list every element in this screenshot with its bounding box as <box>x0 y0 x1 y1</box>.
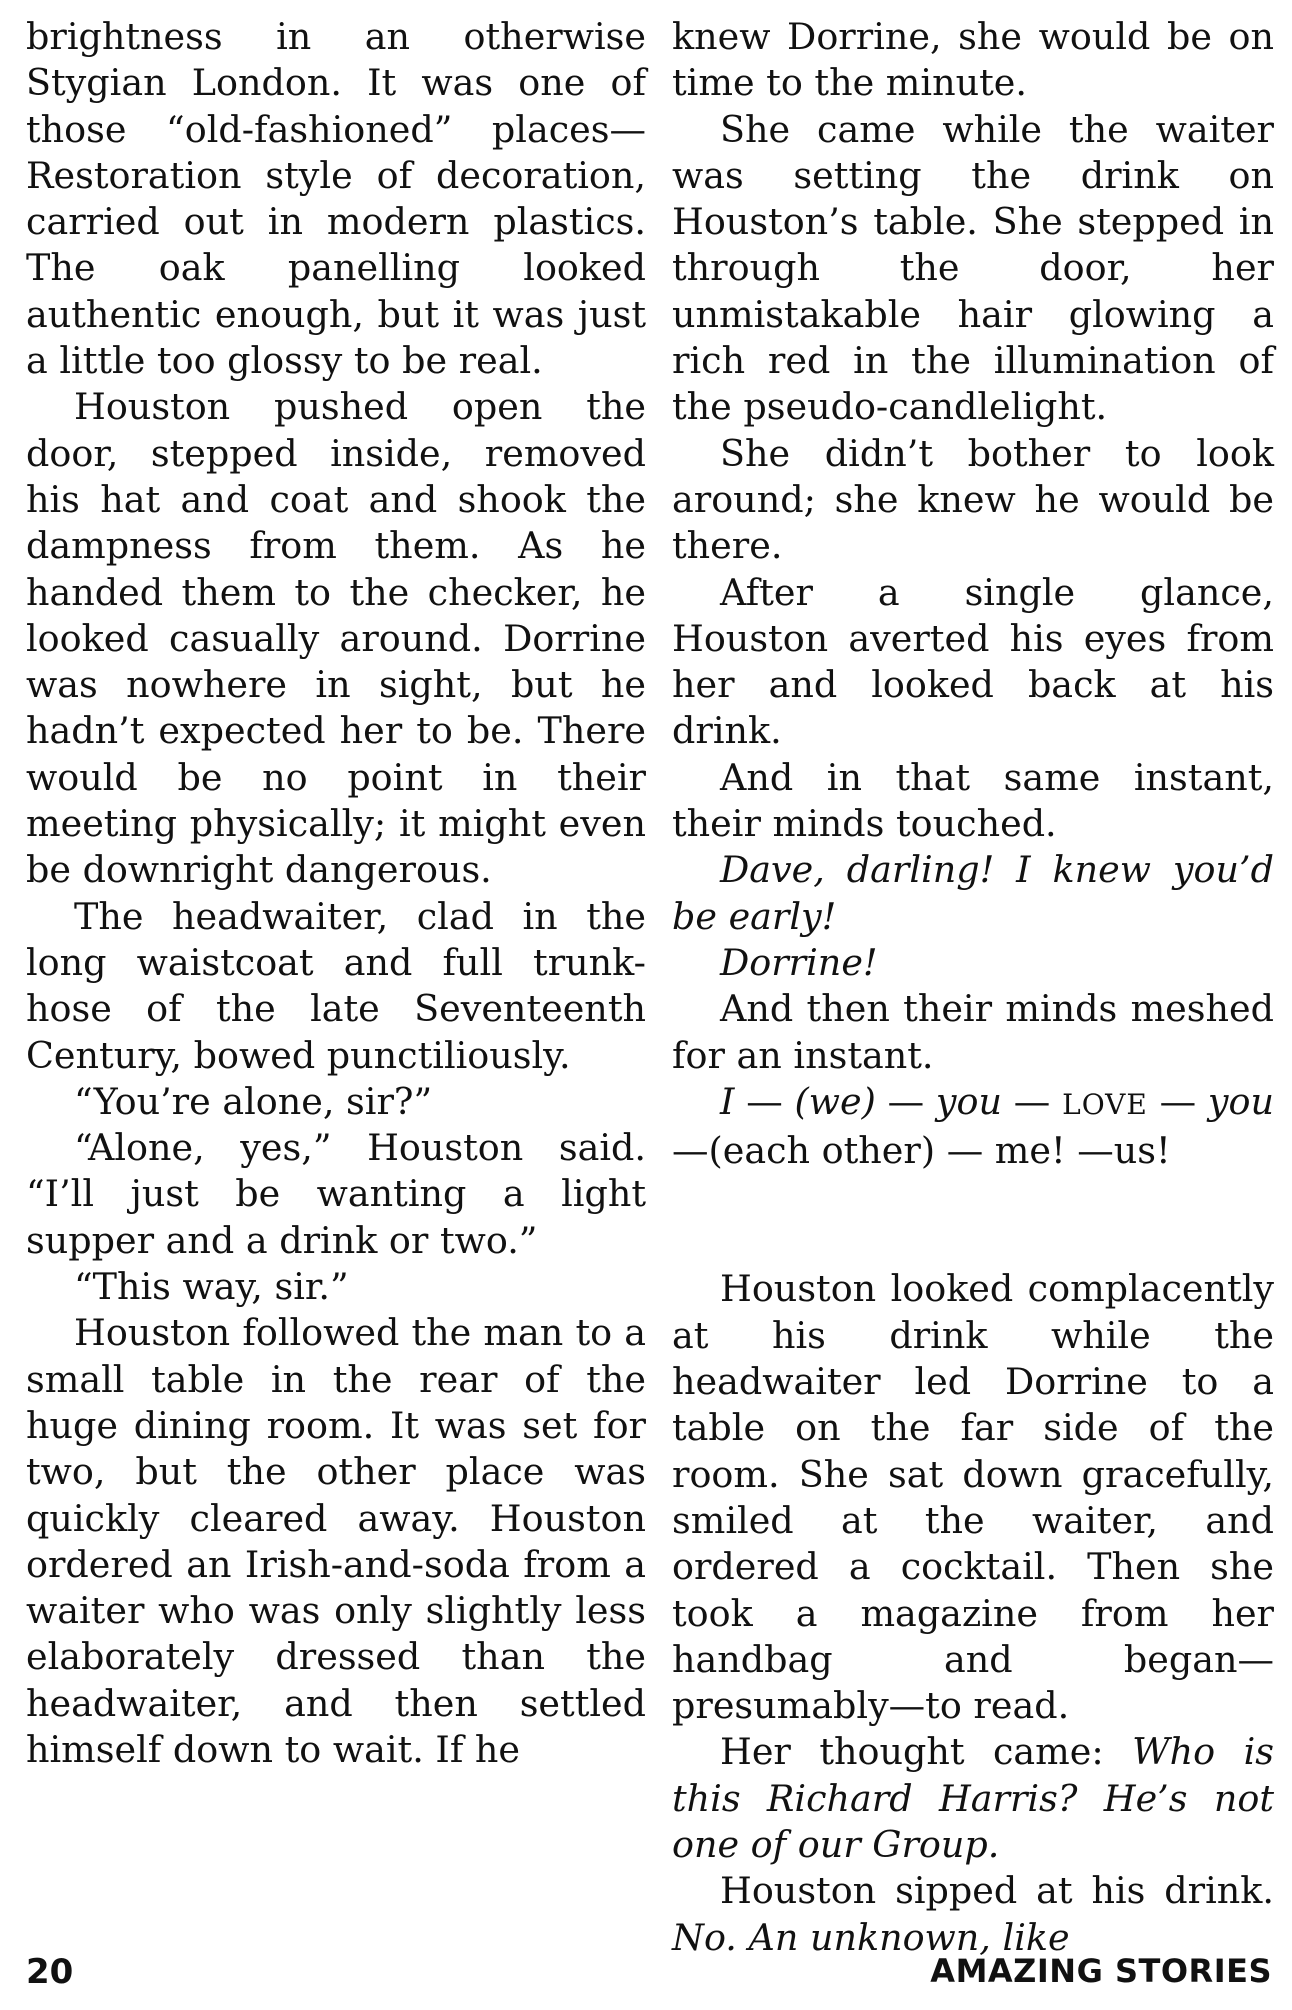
paragraph: brightness in an otherwise Stygian London. It was one of those “old-fashioned” places—Restoration style of decoration, carried out in modern plastics. The oak panelling looked authentic enough, but it was just a little too glossy to be real. <box>26 15 646 383</box>
right-column <box>672 14 1274 1961</box>
thought-fragment: I <box>720 1079 735 1123</box>
paragraph-text: Her thought came: <box>720 1730 1133 1774</box>
section-break <box>672 1174 1274 1266</box>
paragraph <box>672 1729 1274 1868</box>
paragraph: “You’re alone, sir?” <box>74 1079 433 1123</box>
dash: — <box>734 1079 795 1123</box>
telepathic-paragraph: Dave, darling! I knew you’d be early! <box>672 848 1274 938</box>
thought-fragment: LOVE <box>1062 1087 1148 1121</box>
telepathic-paragraph: Dorrine! <box>720 940 878 984</box>
magazine-title: AMAZING STORIES <box>930 1952 1272 1990</box>
paragraph: “This way, sir.” <box>74 1265 349 1309</box>
paragraph: Houston pushed open the door, stepped inside, removed his hat and coat and shook the dampness from them. As he handed them to the checker, he looked casually around. Dorrine was nowhere in sight, but he hadn’t expected her to be. There would be no point in their meeting physically; it might even be downright dangerous. <box>26 385 646 892</box>
paragraph: The headwaiter, clad in the long waistcoat and full trunk-hose of the late Seventeenth Century, bowed punctiliously. <box>26 894 646 1077</box>
page-number: 20 <box>26 1952 74 1992</box>
thought-fragment: you <box>935 1079 1003 1123</box>
meshed-thought-paragraph <box>672 1079 1274 1175</box>
paragraph-text: Houston sipped at his drink. <box>720 1869 1274 1913</box>
thought-fragment: you <box>1207 1079 1274 1123</box>
paragraph: And then their minds meshed for an instant. <box>672 987 1274 1077</box>
dash: — <box>875 1079 936 1123</box>
dash: — <box>1002 1079 1063 1123</box>
thought-text: Who is this Richard Harris? He’s not one of our Group. <box>672 1730 1274 1866</box>
paragraph: She came while the waiter was setting the drink on Houston’s table. She stepped in through the door, her unmistakable hair glowing a rich red in the illumination of the pseudo-candlelight. <box>672 107 1274 429</box>
paragraph <box>672 1868 1274 1961</box>
paragraph: And in that same instant, their minds touched. <box>672 755 1274 846</box>
thought-text: No. An unknown, like <box>672 1915 1070 1959</box>
paragraph: She didn’t bother to look around; she knew he would be there. <box>672 431 1274 568</box>
left-column <box>26 14 646 1773</box>
paragraph: Houston looked complacently at his drink while the headwaiter led Dorrine to a table on the far side of the room. She sat down gracefully, smiled at the waiter, and ordered a cocktail. Then she took a magazine from her handbag and began—presumably—to read. <box>672 1267 1274 1728</box>
paragraph: Houston followed the man to a small table in the rear of the huge dining room. It was set for two, but the other place was quickly cleared away. Houston ordered an Irish-and-soda from a waiter who was only slightly less elaborately dressed than the headwaiter, and then settled himself down to wait. If he <box>26 1311 646 1771</box>
paragraph: “Alone, yes,” Houston said. “I’ll just be wanting a light supper and a drink or two.” <box>26 1126 646 1262</box>
thought-fragment: (we) <box>794 1079 876 1123</box>
paragraph: After a single glance, Houston averted his eyes from her and looked back at his drink. <box>672 570 1274 753</box>
thought-fragment: —(each other) — me! —us! <box>672 1129 1171 1173</box>
dash: — <box>1147 1079 1208 1123</box>
paragraph: knew Dorrine, she would be on time to the minute. <box>672 15 1274 105</box>
